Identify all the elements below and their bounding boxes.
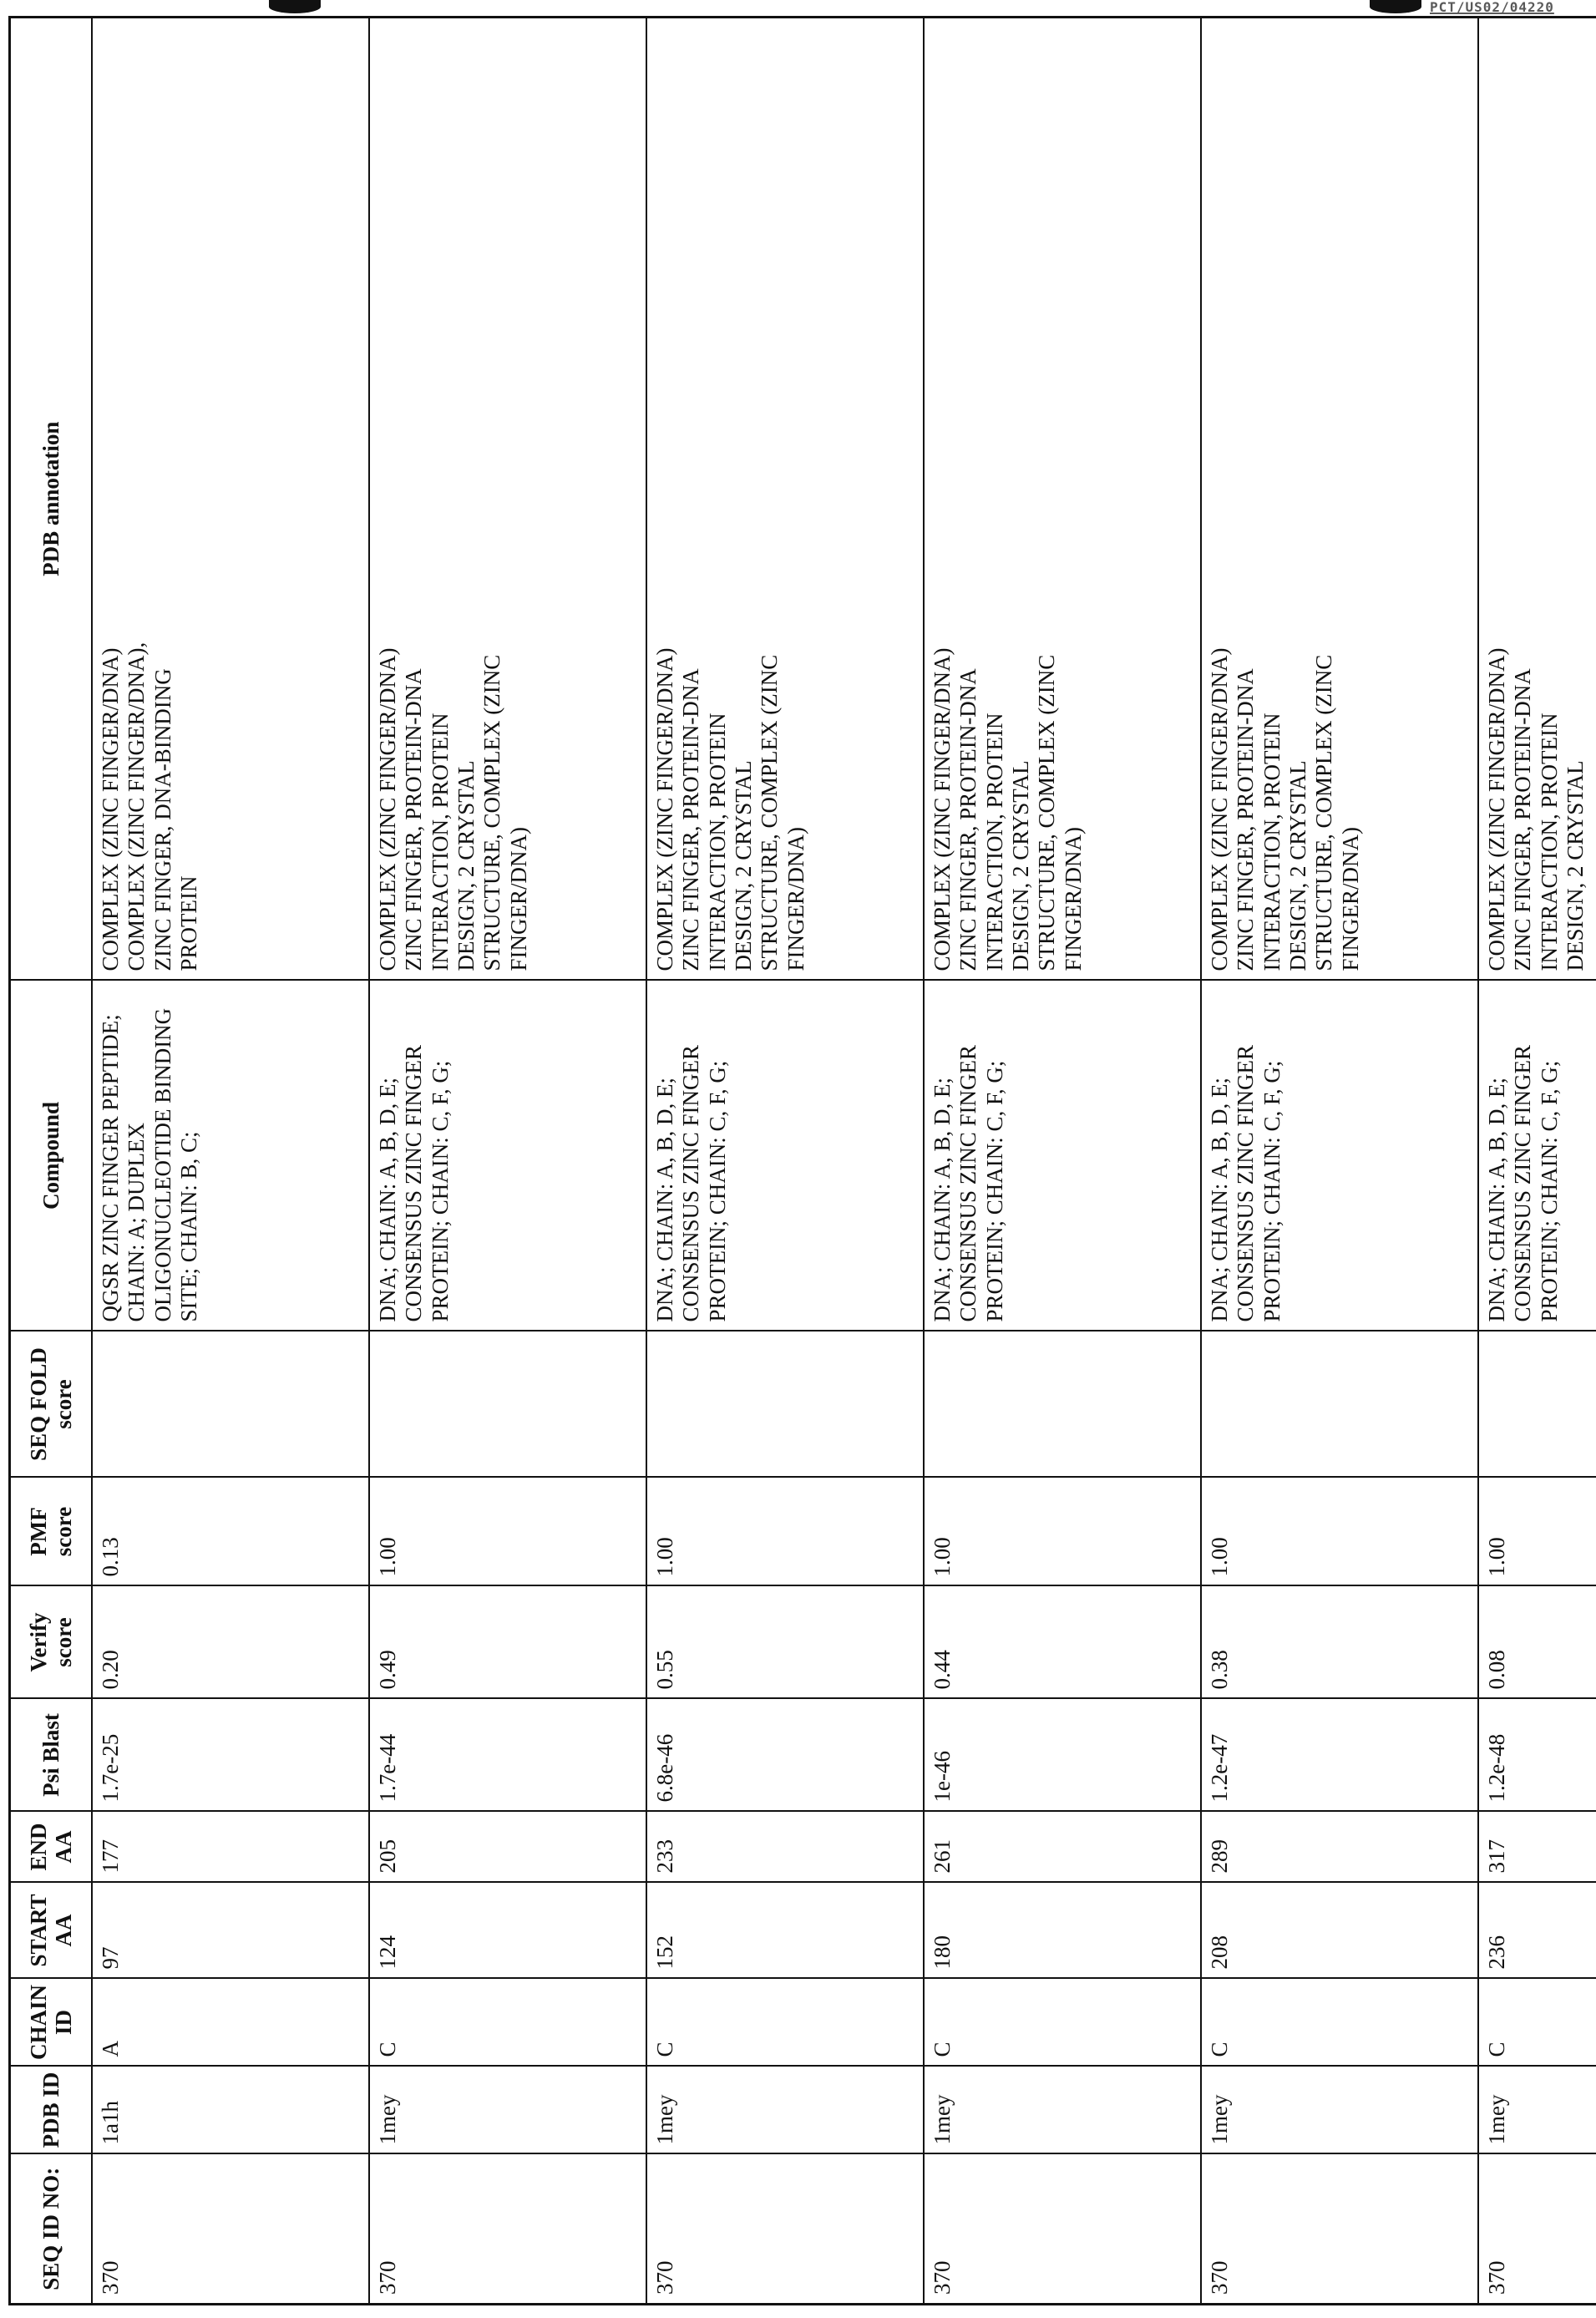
cell-seqfold-score <box>1201 1331 1478 1478</box>
cell-pmf-score: 1.00 <box>924 1478 1201 1586</box>
cell-psi-blast: 1.7e-25 <box>92 1699 369 1812</box>
header-pdb-annotation: PDB annotation <box>10 18 93 981</box>
cell-compound: DNA; CHAIN: A, B, D, E; CONSENSUS ZINC FINGER PROTEIN; CHAIN: C, F, G; <box>646 981 924 1331</box>
cell-psi-blast: 1.7e-44 <box>369 1699 646 1812</box>
header-verify-score: Verify score <box>10 1586 93 1699</box>
table-row <box>1201 18 1478 2305</box>
cell-verify-score: 0.55 <box>646 1586 924 1699</box>
cell-chain-id: C <box>646 1979 924 2067</box>
scan-blot <box>269 0 321 13</box>
cell-pmf-score: 1.00 <box>1201 1478 1478 1586</box>
header-psi-blast: Psi Blast <box>10 1699 93 1812</box>
header-compound: Compound <box>10 981 93 1331</box>
cell-pdb-id: 1mey <box>1201 2067 1478 2154</box>
cell-seqfold-score <box>1478 1331 1596 1478</box>
document-stamp: PCT/US02/04220 <box>1430 0 1554 15</box>
cell-verify-score: 0.49 <box>369 1586 646 1699</box>
cell-compound: DNA; CHAIN: A, B, D, E; CONSENSUS ZINC FINGER PROTEIN; CHAIN: C, F, G; <box>924 981 1201 1331</box>
cell-seq-id: 370 <box>924 2154 1201 2305</box>
cell-pdb-id: 1mey <box>369 2067 646 2154</box>
cell-pdb-annotation <box>924 18 1201 981</box>
table-row <box>369 18 646 2305</box>
annotation-text: COMPLEX (ZINC FINGER/DNA) ZINC FINGER, PROTEIN-DNA INTERACTION, PROTEIN DESIGN, 2 CRYSTAL STRUCTURE, COMPLEX (ZINC FINGER/DNA) <box>652 629 809 971</box>
cell-seq-id: 370 <box>646 2154 924 2305</box>
header-row <box>10 18 93 2305</box>
cell-psi-blast: 1.2e-48 <box>1478 1699 1596 1812</box>
cell-seqfold-score <box>92 1331 369 1478</box>
annotation-text: COMPLEX (ZINC FINGER/DNA) COMPLEX (ZINC FINGER/DNA), ZINC FINGER, DNA-BINDING PROTEIN <box>98 629 202 971</box>
annotation-text: COMPLEX (ZINC FINGER/DNA) ZINC FINGER, PROTEIN-DNA INTERACTION, PROTEIN DESIGN, 2 CRYSTAL STRUCTURE, COMPLEX (ZINC FINGER/DNA) <box>375 629 532 971</box>
cell-compound: QGSR ZINC FINGER PEPTIDE; CHAIN: A; DUPLEX OLIGONUCLEOTIDE BINDING SITE; CHAIN: B, C; <box>92 981 369 1331</box>
cell-seqfold-score <box>646 1331 924 1478</box>
cell-end-aa: 289 <box>1201 1812 1478 1883</box>
cell-pdb-annotation <box>1201 18 1478 981</box>
cell-start-aa: 124 <box>369 1883 646 1979</box>
cell-pdb-annotation <box>1478 18 1596 981</box>
cell-end-aa: 205 <box>369 1812 646 1883</box>
cell-pdb-annotation <box>369 18 646 981</box>
cell-pmf-score: 1.00 <box>369 1478 646 1586</box>
cell-compound: DNA; CHAIN: A, B, D, E; CONSENSUS ZINC FINGER PROTEIN; CHAIN: C, F, G; <box>1201 981 1478 1331</box>
cell-chain-id: A <box>92 1979 369 2067</box>
cell-psi-blast: 1e-46 <box>924 1699 1201 1812</box>
cell-pdb-id: 1mey <box>1478 2067 1596 2154</box>
rotated-table-container <box>8 18 1591 2305</box>
annotation-text: COMPLEX (ZINC FINGER/DNA) ZINC FINGER, PROTEIN-DNA INTERACTION, PROTEIN DESIGN, 2 CRYSTAL STRUCTURE, COMPLEX (ZINC FINGER/DNA) <box>930 629 1087 971</box>
cell-pdb-id: 1a1h <box>92 2067 369 2154</box>
cell-compound: DNA; CHAIN: A, B, D, E; CONSENSUS ZINC FINGER PROTEIN; CHAIN: C, F, G; <box>369 981 646 1331</box>
cell-seq-id: 370 <box>1478 2154 1596 2305</box>
cell-verify-score: 0.44 <box>924 1586 1201 1699</box>
cell-pmf-score: 0.13 <box>92 1478 369 1586</box>
cell-seq-id: 370 <box>92 2154 369 2305</box>
cell-seqfold-score <box>369 1331 646 1478</box>
cell-pdb-annotation <box>92 18 369 981</box>
cell-pmf-score: 1.00 <box>646 1478 924 1586</box>
cell-seqfold-score <box>924 1331 1201 1478</box>
cell-end-aa: 177 <box>92 1812 369 1883</box>
header-chain-id: CHAIN ID <box>10 1979 93 2067</box>
cell-verify-score: 0.38 <box>1201 1586 1478 1699</box>
cell-seq-id: 370 <box>369 2154 646 2305</box>
table-row <box>92 18 369 2305</box>
annotation-text: COMPLEX (ZINC FINGER/DNA) ZINC FINGER, PROTEIN-DNA INTERACTION, PROTEIN DESIGN, 2 CRYSTAL <box>1484 629 1588 971</box>
header-end-aa: END AA <box>10 1812 93 1883</box>
header-start-aa: START AA <box>10 1883 93 1979</box>
cell-verify-score: 0.20 <box>92 1586 369 1699</box>
cell-end-aa: 317 <box>1478 1812 1596 1883</box>
cell-chain-id: C <box>1478 1979 1596 2067</box>
cell-compound: DNA; CHAIN: A, B, D, E; CONSENSUS ZINC FINGER PROTEIN; CHAIN: C, F, G; <box>1478 981 1596 1331</box>
cell-pdb-id: 1mey <box>646 2067 924 2154</box>
cell-pmf-score: 1.00 <box>1478 1478 1596 1586</box>
cell-start-aa: 97 <box>92 1883 369 1979</box>
cell-end-aa: 233 <box>646 1812 924 1883</box>
header-seqfold-score: SEQ FOLD score <box>10 1331 93 1478</box>
annotation-text: COMPLEX (ZINC FINGER/DNA) ZINC FINGER, PROTEIN-DNA INTERACTION, PROTEIN DESIGN, 2 CRYSTAL STRUCTURE, COMPLEX (ZINC FINGER/DNA) <box>1207 629 1364 971</box>
cell-chain-id: C <box>1201 1979 1478 2067</box>
cell-psi-blast: 6.8e-46 <box>646 1699 924 1812</box>
header-seq-id: SEQ ID NO: <box>10 2154 93 2305</box>
cell-verify-score: 0.08 <box>1478 1586 1596 1699</box>
cell-start-aa: 152 <box>646 1883 924 1979</box>
header-pdb-id: PDB ID <box>10 2067 93 2154</box>
pdb-hits-table <box>8 16 1596 2305</box>
cell-pdb-id: 1mey <box>924 2067 1201 2154</box>
cell-start-aa: 208 <box>1201 1883 1478 1979</box>
cell-chain-id: C <box>369 1979 646 2067</box>
cell-pdb-annotation <box>646 18 924 981</box>
header-pmf-score: PMF score <box>10 1478 93 1586</box>
cell-end-aa: 261 <box>924 1812 1201 1883</box>
cell-start-aa: 180 <box>924 1883 1201 1979</box>
cell-seq-id: 370 <box>1201 2154 1478 2305</box>
cell-chain-id: C <box>924 1979 1201 2067</box>
table-row <box>646 18 924 2305</box>
table-row <box>924 18 1201 2305</box>
cell-psi-blast: 1.2e-47 <box>1201 1699 1478 1812</box>
scan-blot <box>1370 0 1421 13</box>
table-row <box>1478 18 1596 2305</box>
cell-start-aa: 236 <box>1478 1883 1596 1979</box>
